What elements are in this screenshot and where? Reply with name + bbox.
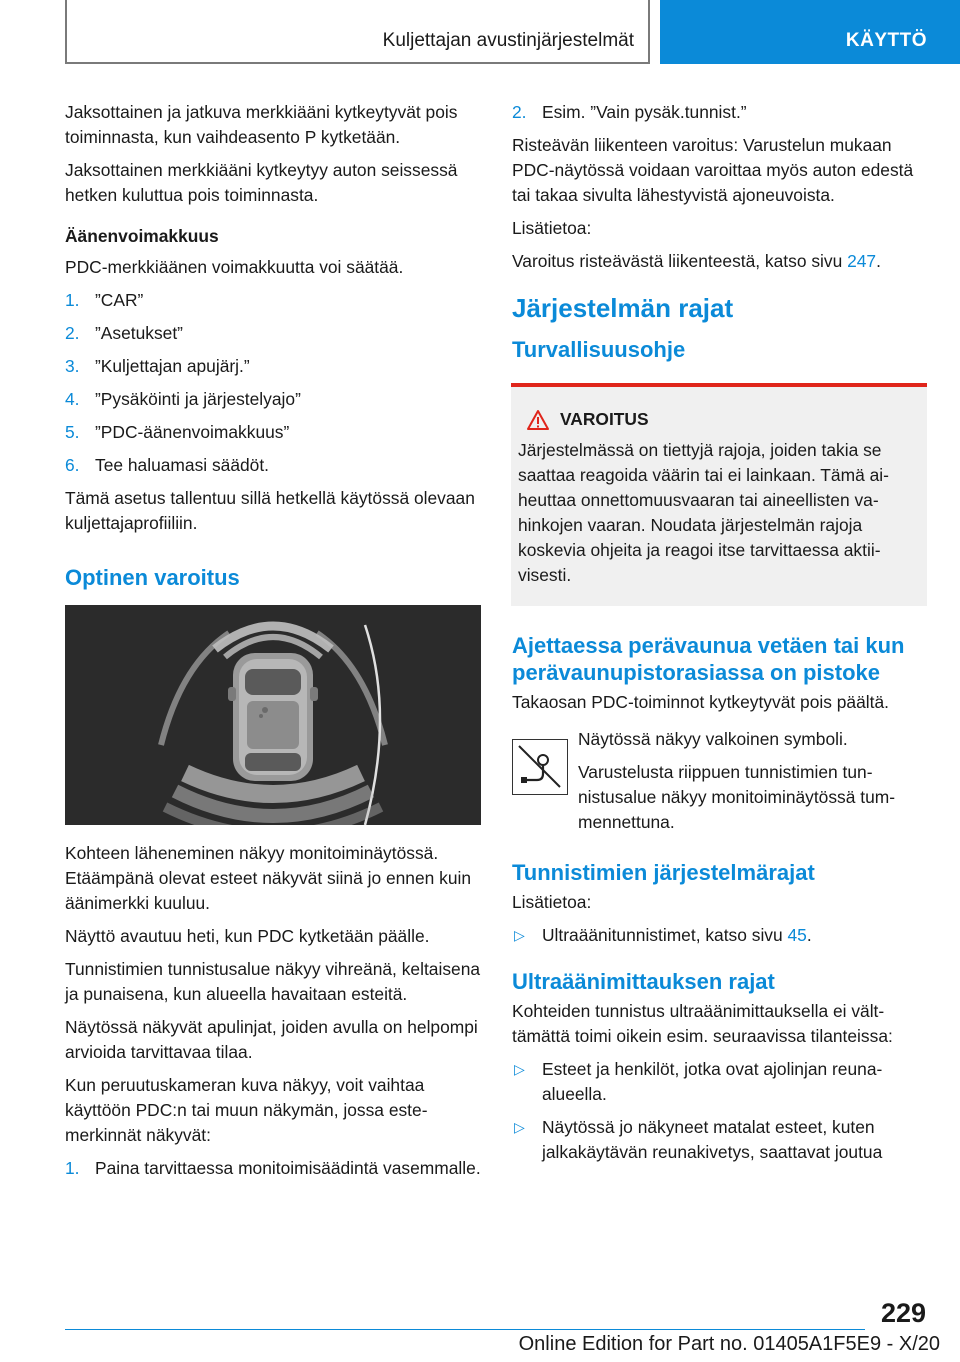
parking-sensor-graphic: [65, 605, 481, 825]
step-number: 2.: [65, 323, 80, 343]
heading-sensor-limits: Tunnistimien järjestelmärajat: [512, 860, 815, 885]
bullet-end: .: [806, 925, 812, 945]
step-text: ”Pysäköinti ja järjestelyajo”: [95, 389, 301, 409]
paragraph-guide-lines: Näytössä näkyvät apulinjat, joiden avulla on helpompi arvioida tarvittavaa tilaa.: [65, 1017, 478, 1062]
heading-system-limits: Järjestelmän rajat: [512, 293, 734, 323]
paragraph-camera-view: Kun peruutuskameran kuva näkyy, voit vaihtaa käyttöön PDC:n tai muun näkymän, jossa estemerkinnät näkyvät:: [65, 1075, 428, 1145]
step-item: [65, 420, 483, 445]
header-chapter-label: KÄYTTÖ: [845, 30, 927, 51]
sensor-page-link[interactable]: 45: [787, 925, 807, 945]
paragraph-cross-reference: [512, 249, 930, 274]
step-item: [65, 453, 483, 478]
volume-steps-list: [65, 288, 483, 478]
heading-volume: Äänenvoimakkuus: [65, 226, 219, 246]
triangle-bullet-icon: ▷: [514, 1061, 525, 1077]
warning-title: [518, 407, 919, 432]
cross-ref-text: Varoitus risteävästä liikenteestä, katso sivu: [512, 251, 848, 271]
paragraph-display-opens: Näyttö avautuu heti, kun PDC kytketään päälle.: [65, 926, 430, 946]
triangle-bullet-icon: ▷: [514, 927, 525, 943]
paragraph-volume-intro: PDC-merkkiäänen voimakkuutta voi säätää.: [65, 257, 404, 277]
ultrasonic-limits-list: [512, 1057, 930, 1165]
paragraph-trailer: Takaosan PDC-toiminnot kytkeytyvät pois päältä.: [512, 692, 889, 712]
label-more-info: Lisätietoa:: [512, 218, 592, 238]
step-text: ”Kuljettajan apujärj.”: [95, 356, 250, 376]
paragraph-cross-traffic: Risteävän liikenteen varoitus: Varustelun mukaan PDC-näytössä voidaan varoittaa myös auton edestä tai takaa sivulta lähestyvistä ajoneuvoista.: [512, 135, 914, 205]
warning-box: [511, 383, 927, 606]
bullet-item: [512, 1057, 930, 1107]
step-item: [512, 100, 930, 125]
bullet-text: Ultraäänitunnistimet, katso sivu: [542, 925, 788, 945]
step-text: ”PDC-äänenvoimakkuus”: [95, 422, 290, 442]
cross-ref-end: .: [876, 251, 881, 271]
bullet-text: Näytössä jo näkyneet matalat esteet, kuten jalkakäytävän reunakivetys, saattavat joutua: [542, 1117, 883, 1162]
trailer-symbol-icon: [512, 739, 568, 795]
footer-divider: [65, 1329, 865, 1330]
step-number: 1.: [65, 1158, 80, 1178]
paragraph-beep-standstill: Jaksottainen merkkiääni kytkeytyy auton seissessä hetken kuluttua pois toiminnasta.: [65, 160, 458, 205]
trailer-hitch-icon: [513, 740, 566, 793]
right-column: [512, 100, 930, 1173]
step-number: 1.: [65, 290, 80, 310]
label-more-info-2: Lisätietoa:: [512, 892, 592, 912]
step-item: [65, 321, 483, 346]
heading-optical-warning: Optinen varoitus: [65, 565, 240, 590]
bullet-text: Esteet ja henkilöt, jotka ovat ajolinjan reunaalueella.: [542, 1059, 883, 1104]
header-section-title: [65, 0, 650, 64]
step-item: [65, 354, 483, 379]
bullet-item: [512, 1115, 930, 1165]
paragraph-symbol-shown: Näytössä näkyy valkoinen symboli.: [578, 729, 848, 749]
paragraph-beep-off: Jaksottainen ja jatkuva merkkiääni kytkeytyvät pois toiminnasta, kun vaihdeasento P kytketään.: [65, 102, 458, 147]
pdc-display-illustration: [65, 605, 481, 825]
trailer-symbol-row: [512, 727, 930, 835]
step-item: [65, 288, 483, 313]
page-number: 229: [880, 1298, 926, 1328]
camera-steps-list: [65, 1156, 483, 1181]
bullet-item: [512, 923, 930, 948]
cross-ref-page-link[interactable]: 247: [847, 251, 877, 271]
step-text: Tee haluamasi säädöt.: [95, 455, 270, 475]
step-item: [65, 1156, 483, 1181]
step-text: Esim. ”Vain pysäk.tunnist.”: [542, 102, 747, 122]
footer-edition: Online Edition for Part no. 01405A1F5E9 - X/20: [518, 1333, 940, 1355]
paragraph-caption: Kohteen läheneminen näkyy monitoiminäytössä. Etäämpänä olevat esteet näkyvät siinä jo ennen kuin äänimerkki kuuluu.: [65, 843, 472, 913]
step-number: 6.: [65, 455, 80, 475]
step-number: 3.: [65, 356, 80, 376]
step-number: 4.: [65, 389, 80, 409]
paragraph-ultrasonic: Kohteiden tunnistus ultraäänimittauksella ei välttämättä toimi oikein esim. seuraavissa tilanteissa:: [512, 1001, 893, 1046]
step-number: 5.: [65, 422, 80, 442]
paragraph-symbol-area: Varustelusta riippuen tunnistimien tunnistusalue näkyy monitoiminäytössä tummennettuna.: [578, 762, 896, 832]
heading-ultrasonic-limits: Ultraäänimittauksen rajat: [512, 969, 775, 994]
step-number: 2.: [512, 102, 527, 122]
paragraph-profile-note: Tämä asetus tallentuu sillä hetkellä käytössä olevaan kuljettajaprofiiliin.: [65, 488, 475, 533]
paragraph-sensor-colors: Tunnistimien tunnistusalue näkyy vihreänä, keltaisena ja punaisena, kun alueella havaitaan esteitä.: [65, 959, 481, 1004]
left-column: [65, 100, 483, 1189]
step-text: Paina tarvittaessa monitoimisäädintä vasemmalle.: [95, 1158, 481, 1178]
warning-triangle-icon: [526, 409, 550, 431]
warning-title-label: VAROITUS: [560, 409, 649, 429]
header-chapter-tab: [660, 0, 960, 64]
header-section-label: Kuljettajan avustinjärjestelmät: [382, 30, 634, 51]
sensor-reference-list: [512, 923, 930, 948]
step-text: ”CAR”: [95, 290, 144, 310]
warning-text: Järjestelmässä on tiettyjä rajoja, joiden takia se saattaa reagoida väärin tai ei lainkaan. Tämä aiheuttaa onnettomuusvaaran tai aineellisten vahinkojen vaaran. Noudata järjestelmän rajoja koskevia ohjeita ja reagoi itse tarvittaessa aktiivisesti.: [518, 440, 889, 585]
camera-steps-continued: [512, 100, 930, 125]
step-text: ”Asetukset”: [95, 323, 183, 343]
heading-trailer: Ajettaessa perävaunua vetäen tai kun perävaunupistorasiassa on pistoke: [512, 633, 905, 685]
heading-safety-note: Turvallisuusohje: [512, 337, 686, 362]
triangle-bullet-icon: ▷: [514, 1119, 525, 1135]
step-item: [65, 387, 483, 412]
